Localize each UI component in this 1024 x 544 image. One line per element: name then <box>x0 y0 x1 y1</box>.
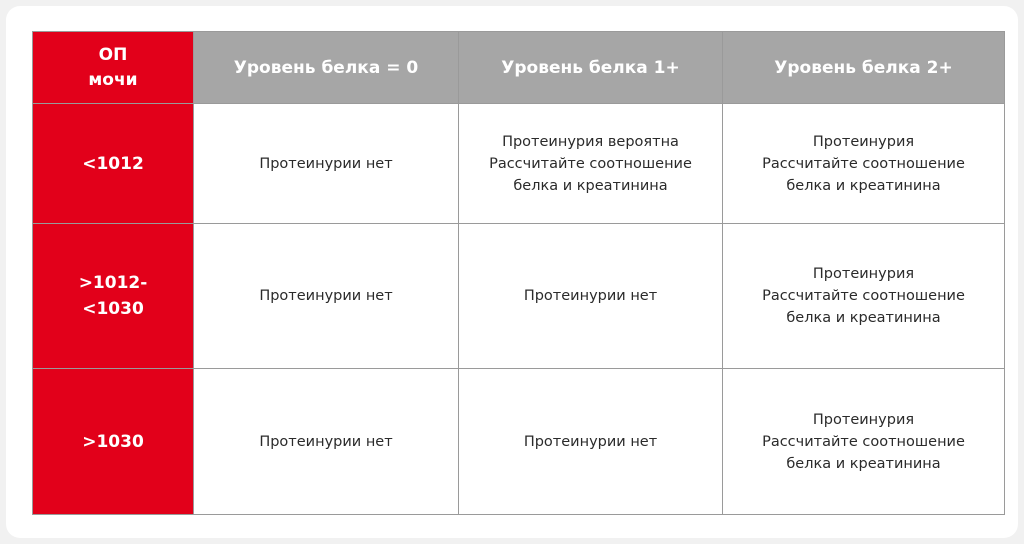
table-row <box>33 369 1005 515</box>
row-header-line: <1030 <box>82 299 144 319</box>
table-cell <box>459 369 723 515</box>
row-header-line: <1012 <box>82 153 144 174</box>
table-card <box>6 6 1018 538</box>
cell-line: Протеинурии нет <box>259 433 393 450</box>
cell-line: Протеинурии нет <box>259 288 393 304</box>
table-cell <box>723 104 1005 224</box>
cell-line: белка и креатинина <box>786 455 941 472</box>
corner-header-line: мочи <box>88 69 138 90</box>
row-header-cell <box>33 369 194 515</box>
cell-line: Протеинурии нет <box>523 288 658 304</box>
corner-header-line: ОП <box>98 44 128 65</box>
row-header-cell <box>33 104 194 224</box>
table-cell <box>459 104 723 224</box>
table-cell <box>194 224 459 369</box>
table-cell <box>194 104 459 224</box>
cell-line: Протеинурии нет <box>259 155 393 172</box>
column-header-protein-2: Уровень белка 2+ <box>723 32 1005 104</box>
table-cell <box>459 224 723 369</box>
cell-line: Рассчитайте соотношение <box>762 288 965 304</box>
cell-line: Протеинурия <box>812 266 915 282</box>
table-row <box>33 224 1005 369</box>
row-header-line: >1030 <box>82 431 144 452</box>
table-header-row <box>33 32 1005 104</box>
row-header-line: >1012- <box>78 273 148 293</box>
corner-header-cell <box>33 32 194 104</box>
cell-line: белка и креатинина <box>513 177 668 194</box>
table-cell <box>723 224 1005 369</box>
cell-line: Протеинурия <box>812 411 915 428</box>
column-header-protein-0: Уровень белка = 0 <box>194 32 459 104</box>
column-header-protein-1: Уровень белка 1+ <box>459 32 723 104</box>
cell-line: белка и креатинина <box>786 310 941 326</box>
table-cell <box>194 369 459 515</box>
row-header-cell <box>33 224 194 369</box>
cell-line: Протеинурия <box>812 133 915 150</box>
table-row <box>33 104 1005 224</box>
protein-urine-table <box>32 31 1005 515</box>
cell-line: Протеинурии нет <box>523 433 658 450</box>
cell-line: Рассчитайте соотношение <box>762 433 965 450</box>
cell-line: Рассчитайте соотношение <box>762 155 965 172</box>
cell-line: белка и креатинина <box>786 177 941 194</box>
table-cell <box>723 369 1005 515</box>
cell-line: Рассчитайте соотношение <box>489 155 692 172</box>
cell-line: Протеинурия вероятна <box>502 133 679 150</box>
